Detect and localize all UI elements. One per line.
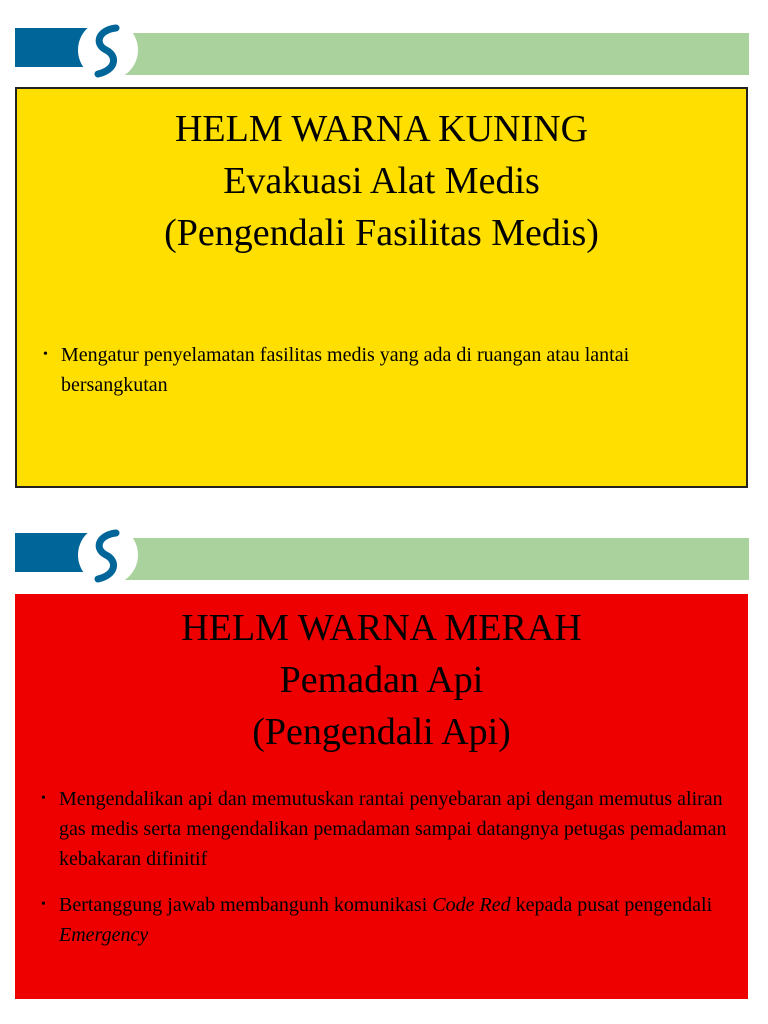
header-green-band bbox=[125, 538, 749, 580]
yellow-content-box bbox=[15, 87, 748, 488]
bullet-text-part: Bertanggung jawab membangunh komunikasi bbox=[59, 894, 433, 916]
slide-title bbox=[15, 602, 748, 758]
title-line-1: HELM WARNA KUNING bbox=[174, 108, 589, 150]
bullet-text-part: kepada pusat pengendali bbox=[510, 894, 713, 916]
header-green-band bbox=[125, 33, 749, 75]
bullet-text: Mengendalikan api dan memutuskan rantai penyebaran api dengan memutus aliran gas medis serta mengendalikan pemadaman sampai datangnya petugas pemadaman kebakaran difinitif bbox=[59, 788, 727, 870]
slide-title bbox=[17, 103, 746, 259]
bullet-list bbox=[43, 340, 733, 400]
list-item bbox=[43, 340, 733, 400]
bullet-text: Mengatur penyelamatan fasilitas medis yang ada di ruangan atau lantai bersangkutan bbox=[61, 344, 630, 396]
slide-header-bar bbox=[0, 505, 768, 583]
title-line-2: Evakuasi Alat Medis bbox=[223, 160, 540, 202]
title-line-3: (Pengendali Fasilitas Medis) bbox=[164, 212, 599, 254]
list-item bbox=[41, 890, 731, 950]
s-wave-logo-icon bbox=[76, 523, 140, 587]
bullet-dot-icon: • bbox=[43, 347, 48, 362]
title-line-2: Pemadan Api bbox=[279, 659, 484, 701]
code-red-term: Code Red bbox=[432, 894, 511, 916]
slide-yellow-helmet bbox=[0, 0, 768, 505]
emergency-term: Emergency bbox=[59, 924, 149, 946]
list-item bbox=[41, 784, 731, 874]
bullet-dot-icon: • bbox=[41, 791, 46, 806]
red-content-box bbox=[15, 594, 748, 999]
title-line-1: HELM WARNA MERAH bbox=[181, 607, 582, 649]
slide-header-bar bbox=[0, 0, 768, 78]
bullet-list bbox=[41, 784, 731, 950]
bullet-dot-icon: • bbox=[41, 897, 46, 912]
s-wave-logo-icon bbox=[76, 18, 140, 82]
slide-red-helmet bbox=[0, 505, 768, 1024]
title-line-3: (Pengendali Api) bbox=[252, 711, 511, 753]
